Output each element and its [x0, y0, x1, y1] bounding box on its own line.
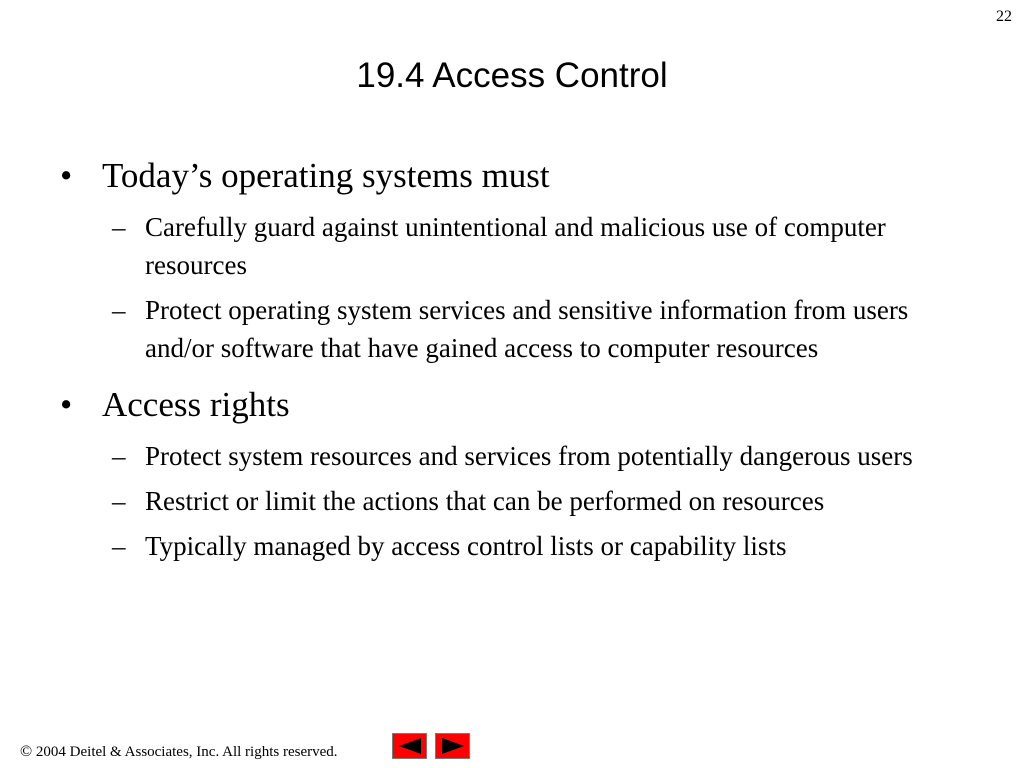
bullet-icon: • — [60, 156, 73, 195]
bullet-icon: • — [60, 385, 73, 424]
copyright-icon: © — [20, 743, 33, 760]
dash-icon: – — [112, 486, 126, 516]
bullet-item — [58, 152, 978, 200]
next-slide-button[interactable] — [435, 733, 470, 759]
bullet-item — [58, 381, 978, 429]
slide-navigation — [392, 733, 470, 759]
sub-item — [112, 482, 978, 520]
right-arrow-icon — [441, 738, 465, 754]
dash-icon: – — [112, 531, 126, 561]
copyright-footer — [20, 742, 338, 762]
sub-item — [112, 291, 978, 367]
sub-item-text: Protect operating system services and sensitive information from users and/or software that have gained access to computer resources — [145, 295, 909, 363]
sub-item — [112, 208, 978, 284]
previous-slide-button[interactable] — [392, 733, 427, 759]
sub-item — [112, 437, 978, 475]
sub-item-text: Typically managed by access control lists or capability lists — [145, 531, 787, 561]
slide-content — [58, 152, 978, 572]
sub-list — [58, 437, 978, 565]
dash-icon: – — [112, 441, 126, 471]
bullet-text: Today’s operating systems must — [102, 156, 550, 195]
page-number: 22 — [996, 8, 1012, 25]
sub-list — [58, 208, 978, 367]
dash-icon: – — [112, 212, 126, 242]
sub-item-text: Restrict or limit the actions that can be performed on resources — [145, 486, 825, 516]
left-arrow-icon — [398, 738, 422, 754]
sub-item — [112, 527, 978, 565]
sub-item-text: Carefully guard against unintentional and malicious use of computer resources — [145, 212, 886, 280]
bullet-text: Access rights — [102, 385, 290, 424]
slide-title: 19.4 Access Control — [356, 56, 668, 95]
dash-icon: – — [112, 295, 126, 325]
sub-item-text: Protect system resources and services from potentially dangerous users — [145, 441, 913, 471]
copyright-text: 2004 Deitel & Associates, Inc. All rights reserved. — [35, 744, 338, 760]
